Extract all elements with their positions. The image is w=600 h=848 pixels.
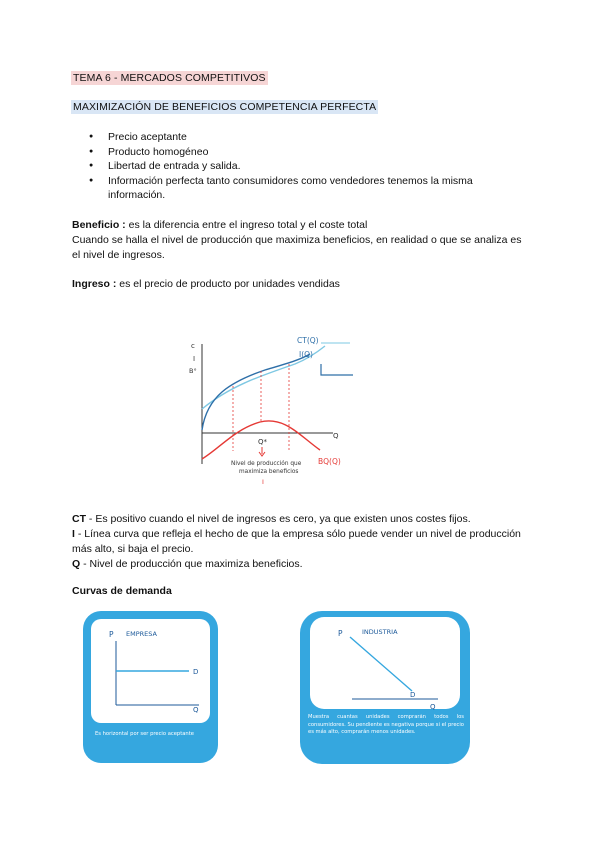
definitions-block [72,512,532,572]
list-item: ● Precio aceptante [72,130,512,145]
graph-x-label: Q [333,432,339,440]
graph-y-label-c: c [191,342,195,350]
industria-d-label: D [410,691,416,699]
empresa-p-label: P [109,630,114,639]
def-q-term: Q [72,558,81,570]
empresa-d-label: D [193,668,199,676]
list-item: ● Información perfecta tanto consumidores como vendedores tenemos la misma información. [72,174,512,203]
features-list [72,130,512,203]
ingreso-paragraph [72,277,532,292]
industria-title: INDUSTRIA [362,628,398,636]
i-label: I(Q) [299,350,313,359]
i-legend-bracket [321,364,353,375]
beneficio-term: Beneficio : [72,219,126,231]
def-i-text: - Línea curva que refleja el hecho de que la empresa sólo puede vender un nivel de producción más alto, si baja el precio. [72,528,521,555]
def-ct-text: - Es positivo cuando el nivel de ingresos es cero, ya que existen unos costes fijos. [86,513,471,525]
def-q [72,557,532,572]
q-star-label: Q* [258,438,268,446]
graph-y-label-i: I [193,355,196,363]
industria-caption: Muestra cuantas unidades comprarán todos los consumidores. Su pendiente es negativa porque si el precio es más alto, comprarán menos unidades. [308,714,464,735]
industria-caption-box [308,714,464,758]
def-i [72,527,532,557]
empresa-caption-line-1: Es horizontal por ser precio aceptante [95,731,194,737]
def-ct [72,512,532,527]
note-mark: I [262,478,264,486]
empresa-demand-card [83,611,218,763]
section-header: MAXIMIZACIÓN DE BENEFICIOS COMPETENCIA PERFECTA [73,101,377,113]
topic-header: TEMA 6 - MERCADOS COMPETITIVOS [73,72,266,84]
i-curve [202,354,310,430]
beneficio-paragraph [72,218,532,263]
graph-y-label-b: B° [189,367,197,375]
ingreso-term: Ingreso : [72,278,117,290]
list-item: ● Libertad de entrada y salida. [72,159,512,174]
empresa-q-label: Q [193,706,199,714]
ingreso-definition: es el precio de producto por unidades vendidas [116,278,340,290]
curvas-heading-text: Curvas de demanda [72,585,172,597]
curvas-heading [72,584,172,599]
note-line-1: Nivel de producción que [231,461,302,467]
profit-label: BQ(Q) [318,457,341,466]
note-line-2: maximiza beneficios [239,469,299,475]
list-item: ● Producto homogéneo [72,145,512,160]
industria-demand-card [300,611,470,764]
beneficio-definition: es la diferencia entre el ingreso total y el coste total [125,219,368,231]
beneficio-explanation: Cuando se halla el nivel de producción que maximiza beneficios, en realidad o que se analiza es el nivel de ingresos. [72,234,522,261]
industria-q-label: Q [430,703,436,711]
def-i-term: I [72,528,75,540]
empresa-title: EMPRESA [126,630,157,638]
industria-p-label: P [338,629,343,638]
profit-max-graph [185,326,385,496]
def-q-text: - Nivel de producción que maximiza beneficios. [80,558,303,570]
ct-label: CT(Q) [297,336,319,345]
def-ct-term: CT [72,513,86,525]
